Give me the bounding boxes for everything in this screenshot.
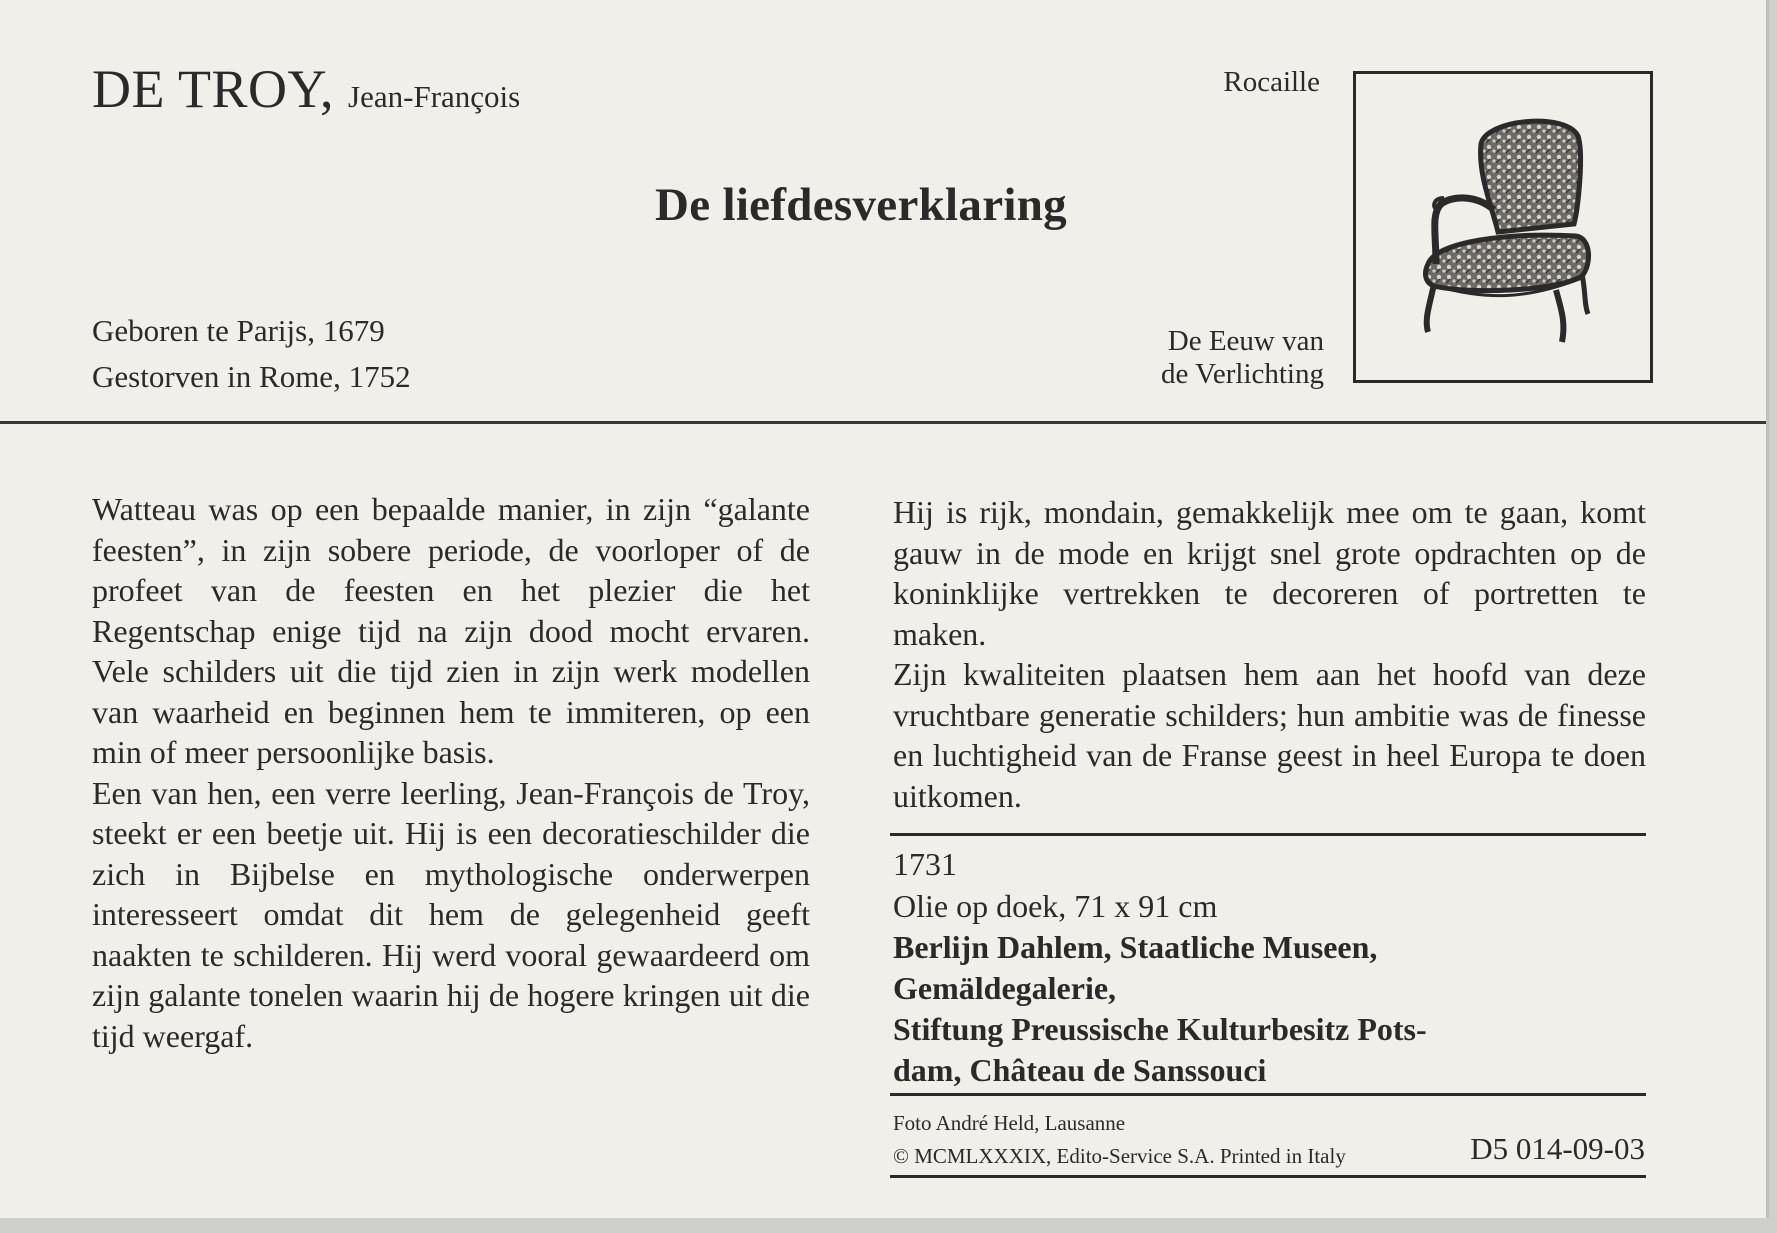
divider bbox=[890, 1175, 1646, 1178]
location-line: Stiftung Preussische Kulturbesitz Pots- bbox=[893, 1011, 1427, 1047]
paragraph: Een van hen, een verre leerling, Jean-François de Troy, steekt er een beetje uit. Hij is een decoratieschilder die zich in Bijbelse en mythologische onderwerpen interesseert omdat dit hem de gelegenheid geeft naakten te schilderen. Hij werd vooral gewaardeerd om zijn galante tonelen waarin hij de hogere kringen uit die tijd weergaf. bbox=[92, 774, 810, 1054]
text-column-left bbox=[92, 489, 810, 1056]
artwork-title: De liefdesverklaring bbox=[655, 179, 1067, 231]
divider bbox=[890, 833, 1646, 836]
location-line: Gemäldegalerie, bbox=[893, 970, 1117, 1006]
photo-credit: Foto André Held, Lausanne bbox=[893, 1111, 1126, 1135]
paragraph: Watteau was op een bepaalde manier, in zijn “galante feesten”, in zijn sobere periode, de voorloper of de profeet van de feesten en het plezier die het Regentschap enige tijd na zijn dood mocht ervaren. Vele schilders uit die tijd zien in zijn werk modellen van waarheid en beginnen hem te immiteren, op een min of meer persoonlijke basis. bbox=[92, 491, 810, 770]
text-column-right bbox=[893, 492, 1646, 816]
paragraph: Zijn kwaliteiten plaatsen hem aan het hoofd van deze vruchtbare generatie schilders; hun ambitie was de finesse en luchtigheid van de Franse geest in heel Europa te doen uitkomen. bbox=[893, 656, 1646, 814]
style-illustration-frame bbox=[1353, 71, 1653, 383]
era-line-1: De Eeuw van bbox=[1167, 325, 1324, 357]
divider bbox=[890, 1093, 1646, 1096]
artwork-medium: Olie op doek, 71 x 91 cm bbox=[893, 888, 1218, 924]
died-line: Gestorven in Rome, 1752 bbox=[92, 359, 411, 394]
location-line: Berlijn Dahlem, Staatliche Museen, bbox=[893, 929, 1378, 965]
artist-surname: DE TROY, bbox=[92, 59, 335, 119]
era-label bbox=[1161, 325, 1324, 391]
style-label: Rocaille bbox=[1223, 66, 1320, 98]
life-dates bbox=[92, 308, 411, 400]
card-code: D5 014-09-03 bbox=[1470, 1131, 1645, 1166]
era-line-2: de Verlichting bbox=[1161, 358, 1324, 390]
copyright: © MCMLXXXIX, Edito-Service S.A. Printed in Italy bbox=[893, 1144, 1346, 1168]
armchair-icon bbox=[1406, 114, 1606, 344]
header-divider bbox=[0, 421, 1766, 424]
copyright-line bbox=[893, 1131, 1645, 1173]
artwork-year: 1731 bbox=[893, 846, 957, 882]
artist-firstname: Jean-François bbox=[348, 79, 521, 114]
artist-name bbox=[92, 58, 520, 120]
location-line: dam, Château de Sanssouci bbox=[893, 1052, 1267, 1088]
paragraph: Hij is rijk, mondain, gemakkelijk mee om te gaan, komt gauw in de mode en krijgt snel grote opdrachten op de koninklijke vertrekken te decoreren of portretten te maken. bbox=[893, 494, 1646, 652]
born-line: Geboren te Parijs, 1679 bbox=[92, 313, 385, 348]
artwork-details bbox=[893, 843, 1653, 1091]
footer bbox=[893, 1107, 1645, 1173]
